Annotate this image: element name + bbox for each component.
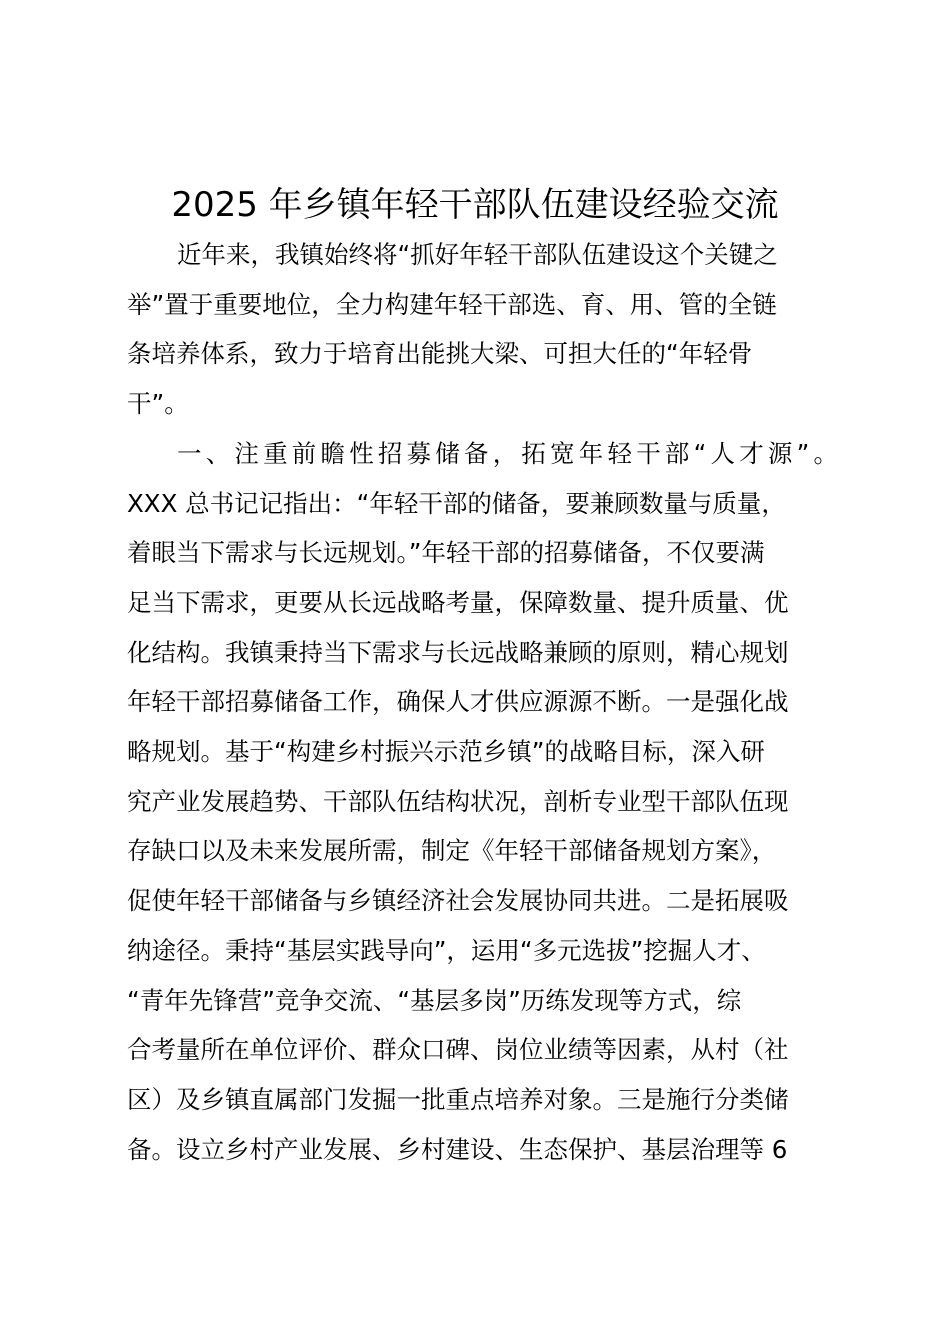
text-line: 合考量所在单位评价、群众口碑、岗位业绩等因素，从村（社 xyxy=(127,1035,789,1065)
document-body xyxy=(127,230,843,1174)
text-line: 略规划。基于“构建乡村振兴示范乡镇”的战略目标，深入研 xyxy=(127,737,765,767)
text-line: 条培养体系，致力于培育出能挑大梁、可担大任的“年轻骨 xyxy=(127,339,753,369)
text-line: 区）及乡镇直属部门发掘一批重点培养对象。三是施行分类储 xyxy=(127,1084,789,1114)
text-line: 究产业发展趋势、干部队伍结构状况，剖析专业型干部队伍现 xyxy=(127,786,789,816)
text-line: 纳途径。秉持“基层实践导向”，运用“多元选拔”挖掘人才、 xyxy=(127,935,766,965)
text-line: 年轻干部招募储备工作，确保人才供应源源不断。一是强化战 xyxy=(127,687,789,717)
text-line: 存缺口以及未来发展所需，制定《年轻干部储备规划方案》， xyxy=(127,836,777,866)
text-line: XXX 总书记记指出：“年轻干部的储备，要兼顾数量与质量， xyxy=(127,488,786,518)
document-title: 2025 年乡镇年轻干部队伍建设经验交流 xyxy=(171,185,779,225)
text-line: 足当下需求，更要从长远战略考量，保障数量、提升质量、优 xyxy=(127,587,789,617)
text-line: 着眼当下需求与长远规划。”年轻干部的招募储备，不仅要满 xyxy=(127,538,765,568)
text-line: 促使年轻干部储备与乡镇经济社会发展协同共进。二是拓展吸 xyxy=(127,886,789,916)
text-line: 备。设立乡村产业发展、乡村建设、生态保护、基层治理等 6 xyxy=(127,1134,788,1164)
text-line: 化结构。我镇秉持当下需求与长远战略兼顾的原则，精心规划 xyxy=(127,637,789,667)
section-heading-line: 一、注重前瞻性招募储备，拓宽年轻干部“人才源”。 xyxy=(177,438,843,468)
paragraph-section-one xyxy=(127,429,843,1175)
text-line: 举”置于重要地位，全力构建年轻干部选、育、用、管的全链 xyxy=(127,289,777,319)
text-line: “青年先锋营”竞争交流、“基层多岗”历练发现等方式，综 xyxy=(127,985,742,1015)
text-line: 干”。 xyxy=(127,389,189,419)
text-line: 近年来，我镇始终将“抓好年轻干部队伍建设这个关键之 xyxy=(177,240,778,269)
paragraph-intro xyxy=(127,230,839,429)
